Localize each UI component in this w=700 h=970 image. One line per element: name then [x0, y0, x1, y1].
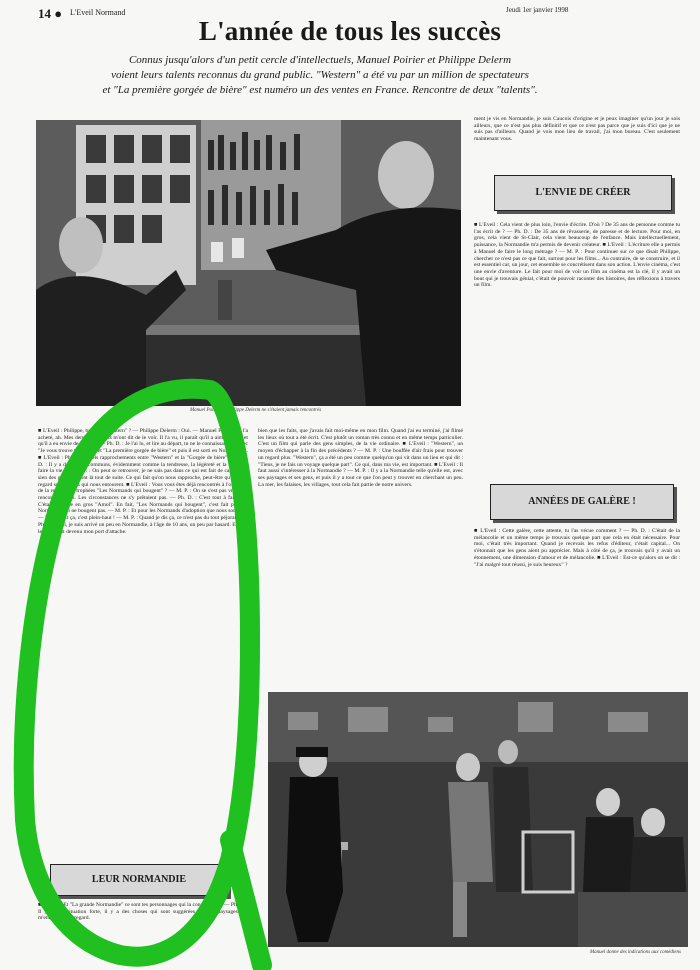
- page-number: 14 ●: [38, 6, 63, 21]
- text-column-right-middle: [474, 222, 680, 477]
- paragraph: ■ L'Eveil : Et "La grande Normandie" ce sont tes personnages qui la connaissent ? — Ph. D. : Il y a une situation forte, il y a des choses qui sont suggérées par les paysages qui m'entourent, un regard.: [38, 902, 248, 922]
- text-column-middle: [258, 428, 463, 690]
- paragraph: ■ L'Eveil : Philippe, tu as vu "Western" ? — Philippe Delerm : Oui. — Manuel Poirier : Il l'a acheté, ah. Mes derniers copains m'ont dit de le voir. Il l'a vu, il paraît qu'il a aimé le film et qu'il a eu envie de le voir... — Ph. D. : Je l'ai lu, et lire au départ, tu ne le connaissais pas avec "Je vous trouve très beau" et "La première gorgée de bière" et puis il est sorti en Normandie... ■ L'Eveil : Philippe, quels rapprochements entre "Western" et la "Gorgée de bière" ? — Ph. D. : Il y a des points communs, évidemment comme la tendresse, la légèreté et la façon de faire la vie... — M. P. : On peut se retrouver, je ne sais pas dans ce qui est fait de capital, du sien des gens qui sont là tout de suite. Ce qui fait qu'on nous rapproche, peut-être qu'on a un regard sur les gens qui nous entourent. ■ L'Eveil : Vous vous êtes déjà rencontrés à l'occasion de la remise des trophées "Les Normands qui bougent" ? — M. P. : On se s'est pas vraiment rencontrés alors. Les circonstances ne s'y prêtaient pas. — Ph. D. : C'est tout à fait vrai. C'était l'arrivée en gros "Amol". En fait, "Les Normands qui bougent", c'est fait par des Normands qui ne bougent pas. — M. P. : Et pour les Normands d'adoption que nous sommes. — Ph. D. : Et ça, c'est plein-haut ! — M. P. : Quand je dis ça, ce n'est pas du tout péjoratif. — Ph. D. : Moi, je suis arrivé un peu en Normandie, à l'âge de 10 ans, un peu par hasard. Et puis le Havre est devenu mon port d'attache.: [38, 428, 248, 535]
- section-heading-galere: ANNÉES DE GALÈRE !: [490, 484, 674, 520]
- paragraph: ■ L'Eveil : Cela vient de plus loin, l'envie d'écrire. D'où ? De 35 ans de personne comme tu l'as écrit de ? — Ph. D. : De 35 ans de rêvasserie, de paresse et de lecture. Pour moi, en gros, cela vient de St-Clair, cela vient beaucoup de l'enfance. Mais intellectuellement, puissance, la Normandie m'a permis de devenir créateur. ■ L'Eveil : L'écriture elle a permis à Manuel de faire le long métrage ? — M. P. : Pour continuer sur ce que disait Philippe, chercher ce n'est pas ce que fait, surtout pour les films... Au contraire, de se construire, et il est essentiel car, un jour, cet ensemble se concrétisent dans son action. L'envie cinéma, c'est une envie d'aventure. Le fait pour moi de voir un film au cinéma est la clé, il y avait un bout qui je trouvais génial, c'était de pouvoir raconter des histoires, des réflexions à travers un film.: [474, 222, 680, 289]
- subtitle-line-2: voient leurs talents reconnus du grand public. "Western" a été vu par un million de spectateurs: [111, 69, 529, 81]
- paragraph: bien que les faits, que j'avais fait moi-même en mon film. Quand j'ai eu terminé, j'ai filmé les lieux où tout a été écrit. C'est plutôt un roman très connu et en même temps particulier. C'est un film qui parle des gens simples, de la vie ordinaire. ■ L'Eveil : "Western", un moyen d'échapper à la fin des précédents ? — M. P. : Une bouffée d'air frais pour trouver un regard plus. "Western", ça a été un peu comme quelqu'un qui vit dans un lieu et qui dit : "Tiens, je ne fais un voyage quelque part". Ce qui, dans ma vie, est important. ■ L'Eveil : Il faut aussi s'intéresser à la Normandie ? — M. P. : Il y a la Normandie telle qu'elle est, avec ses paysages et ses gens, et puis il y a tout ce que l'on peut y trouver en cherchant un peu. La mer, les falaises, les villages, tout cela fait partie de notre univers.: [258, 428, 463, 488]
- photo-bar-toast: [36, 120, 461, 406]
- subtitle-line-3: et "La première gorgée de bière" est numéro un des ventes en France. Rencontre de deux "talents".: [102, 84, 538, 96]
- article-title: L'année de tous les succès: [198, 16, 502, 46]
- photo-film-set: [268, 692, 688, 947]
- newspaper-name: L'Eveil Normand: [70, 8, 126, 17]
- section-heading-normandie: LEUR NORMANDIE: [50, 864, 228, 896]
- paragraph: ment je vis en Normandie, je suis Caucois d'origine et je peux imaginer qu'un jour je sois ailleurs, que ce n'est pas plus définitif et que ce n'est pas parce que je suis d'ici que je ne suis pas d'ailleurs. Quand je vois mon lieu de travail, j'ai mon bureau. C'est seulement maintenant vous.: [474, 116, 680, 143]
- text-column-right-top: [474, 116, 680, 176]
- article-subtitle: [40, 53, 600, 98]
- subtitle-line-1: Connus jusqu'alors d'un petit cercle d'intellectuels, Manuel Poirier et Philippe Delerm: [128, 54, 512, 66]
- issue-date: Jeudi 1er janvier 1998: [506, 6, 569, 14]
- photo-caption-2: Manuel donne des indications aux comédiens: [590, 950, 681, 955]
- photo-caption-1: Manuel Poirier et Philippe Delerm ne s'étaient jamais rencontrés: [190, 408, 322, 413]
- text-column-left-bottom: [38, 902, 248, 964]
- text-column-left: [38, 428, 248, 858]
- paragraph: ■ L'Eveil : Cette galère, cette attente, tu l'as vécue comment ? — Ph. D. : C'était de la mélancolie et un même temps je trouvais quelque part que cela en était nécessaire. Pour moi, c'était très important. Quand je recevais les refus d'éditeur, c'était capital... On s'étonnait que les gens aient pu apprécier. Mais à côté de ça, je trouvais qu'il y avait un étonnement, une dimension d'amour et de mélancolie. ■ L'Eveil : Est-ce qu'alors on se dit : "J'ai malgré tout réussi, je suis heureux" ?: [474, 528, 680, 568]
- section-heading-envie: L'ENVIE DE CRÉER: [494, 175, 672, 211]
- text-column-right-bottom: [474, 528, 680, 693]
